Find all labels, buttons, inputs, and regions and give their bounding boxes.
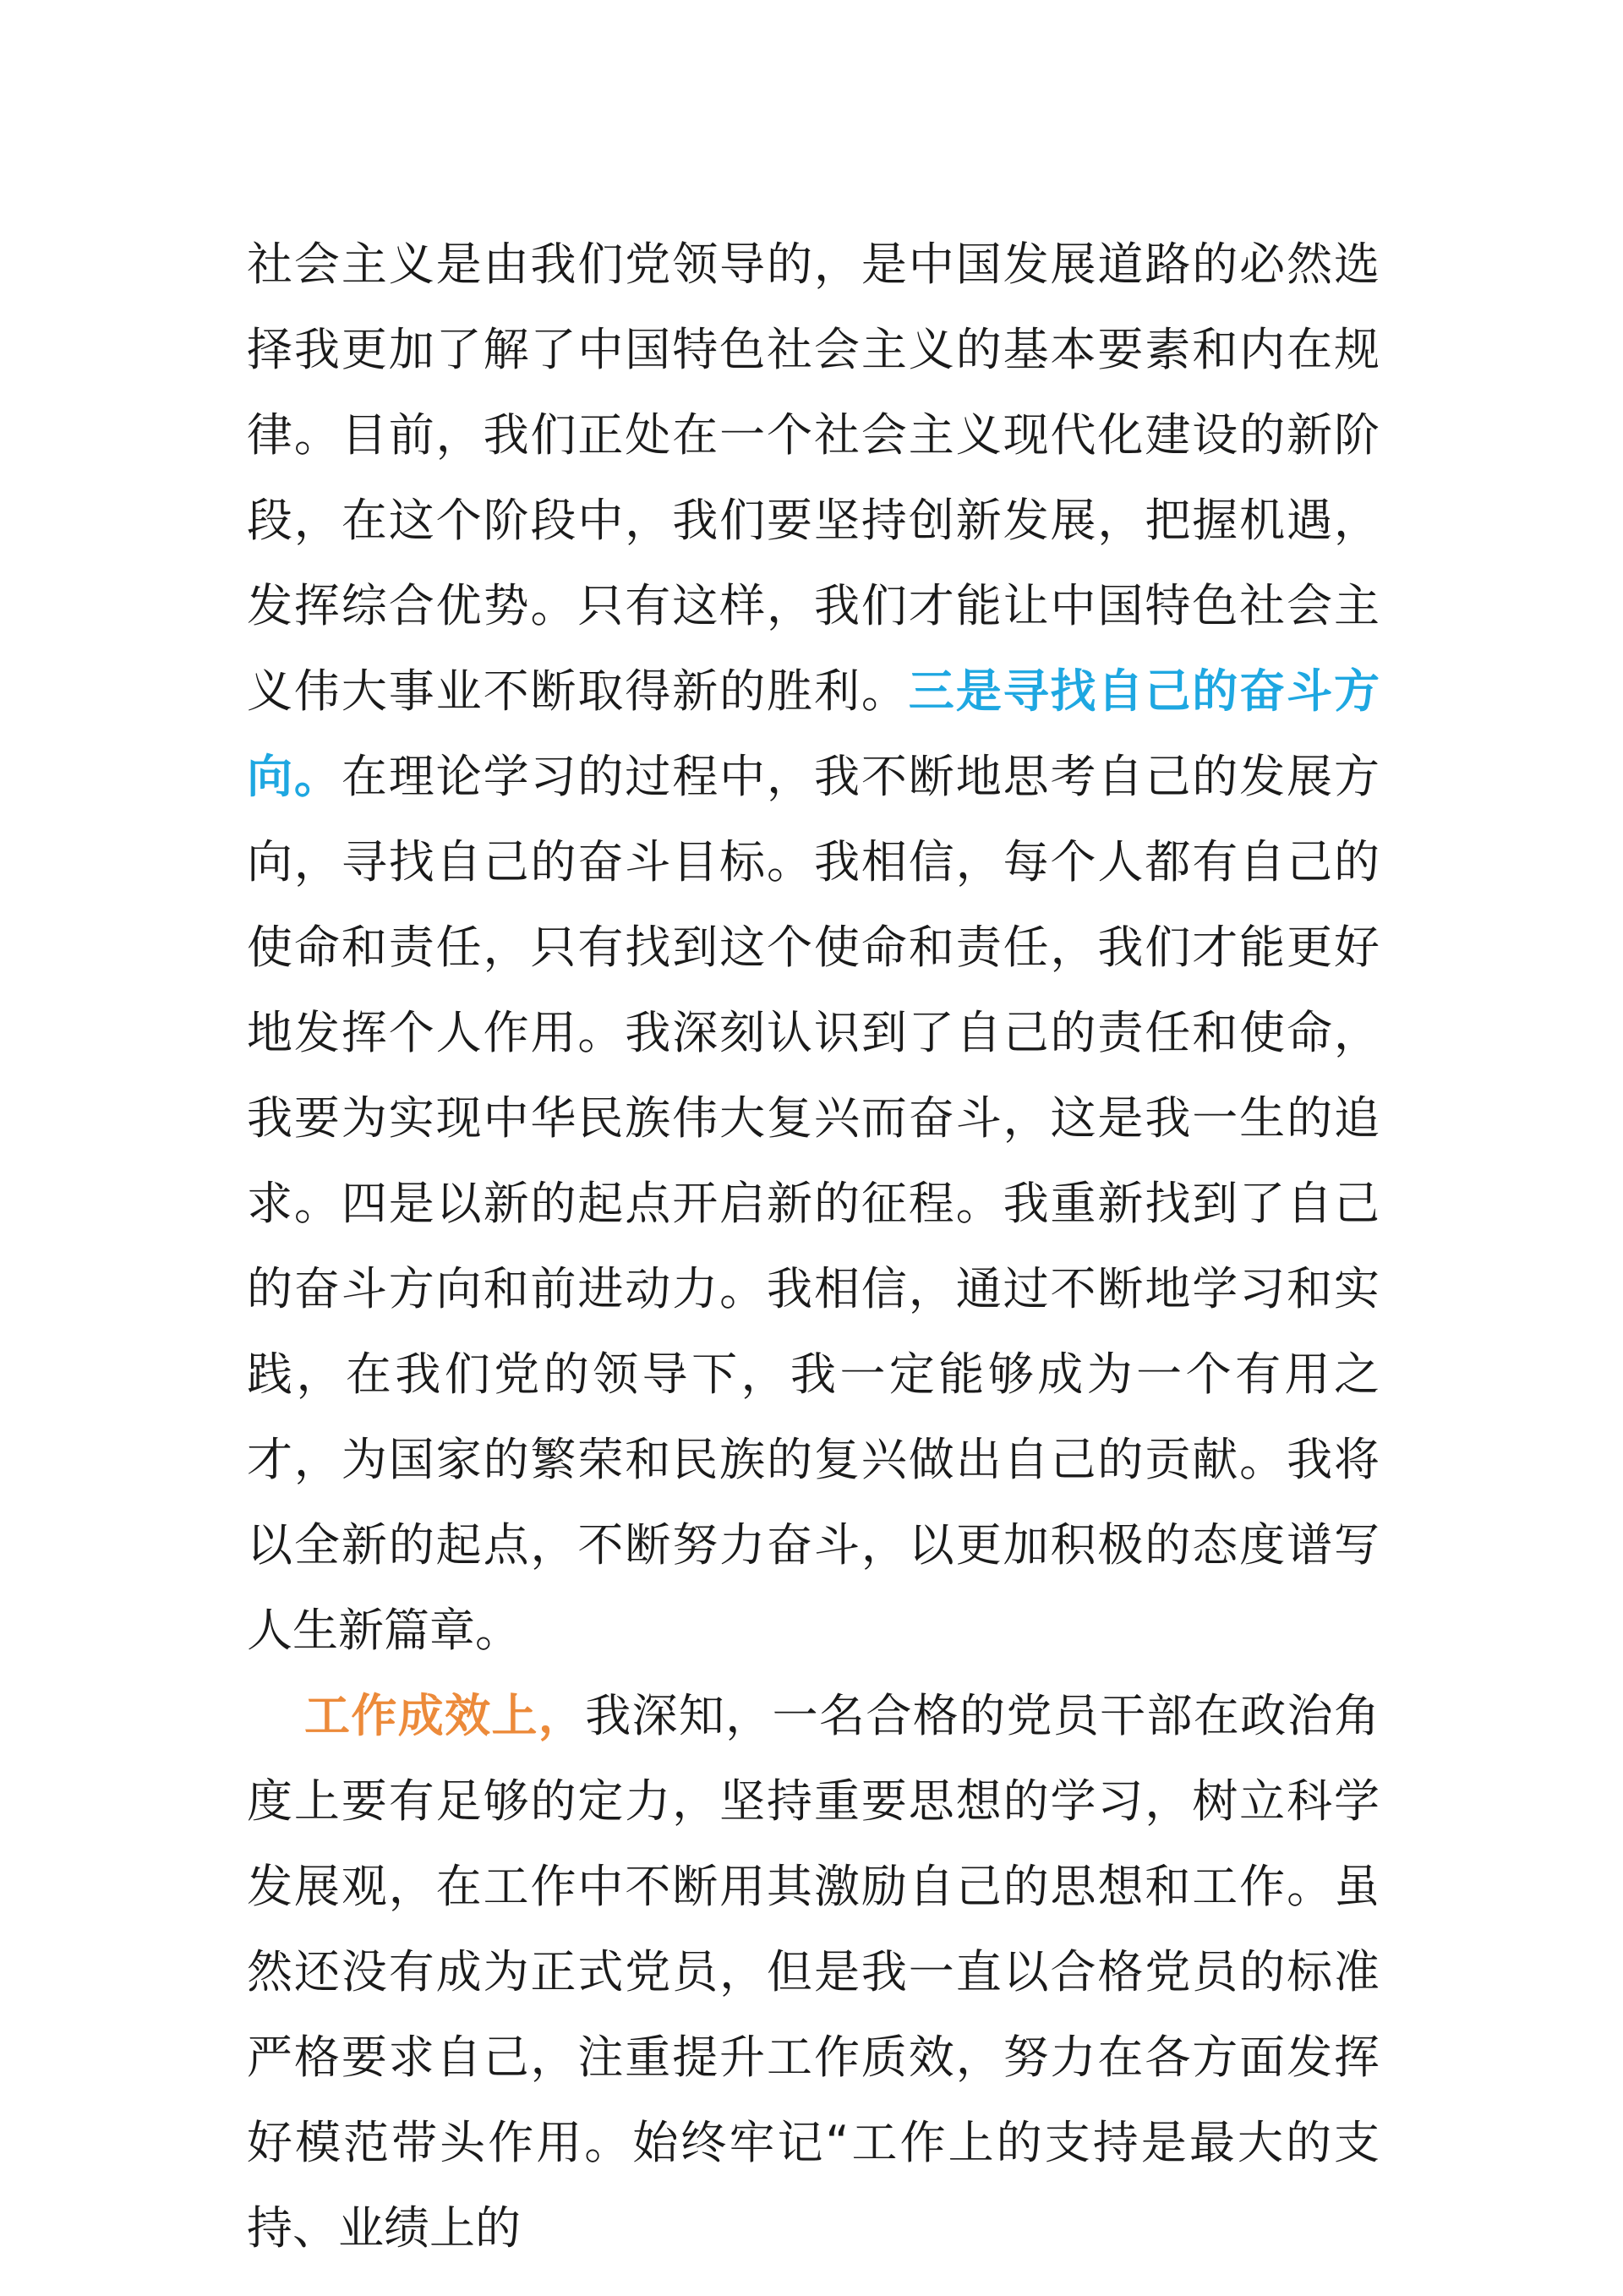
- highlight-heading-direction: 三是寻找自己的奋斗方向。: [247, 664, 1380, 803]
- document-body: [247, 221, 1380, 2271]
- paragraph-text: 社会主义是由我们党领导的，是中国发展道路的必然选择我更加了解了中国特色社会主义的基本要素和内在规律。目前，我们正处在一个社会主义现代化建设的新阶段，在这个阶段中，我们要坚持创新发展，把握机遇，发挥综合优势。只有这样，我们才能让中国特色社会主义伟大事业不断取得新的胜利。: [247, 238, 1380, 718]
- paragraph-work-results: [247, 1673, 1380, 2271]
- paragraph-theory-study: [247, 221, 1380, 1673]
- highlight-heading-work-results: 工作成效上，: [304, 1689, 586, 1742]
- paragraph-text: 我深知，一名合格的党员干部在政治角度上要有足够的定力，坚持重要思想的学习，树立科学发展观，在工作中不断用其激励自己的思想和工作。虽然还没有成为正式党员，但是我一直以合格党员的标准严格要求自己，注重提升工作质效，努力在各方面发挥好模范带头作用。始终牢记“工作上的支持是最大的支持、业绩上的: [247, 1689, 1380, 2255]
- paragraph-text: 在理论学习的过程中，我不断地思考自己的发展方向，寻找自己的奋斗目标。我相信，每个人都有自己的使命和责任，只有找到这个使命和责任，我们才能更好地发挥个人作用。我深刻认识到了自己的责任和使命，我要为实现中华民族伟大复兴而奋斗，这是我一生的追求。四是以新的起点开启新的征程。我重新找到了自己的奋斗方向和前进动力。我相信，通过不断地学习和实践，在我们党的领导下，我一定能够成为一个有用之才，为国家的繁荣和民族的复兴做出自己的贡献。我将以全新的起点，不断努力奋斗，以更加积极的态度谱写人生新篇章。: [247, 750, 1380, 1657]
